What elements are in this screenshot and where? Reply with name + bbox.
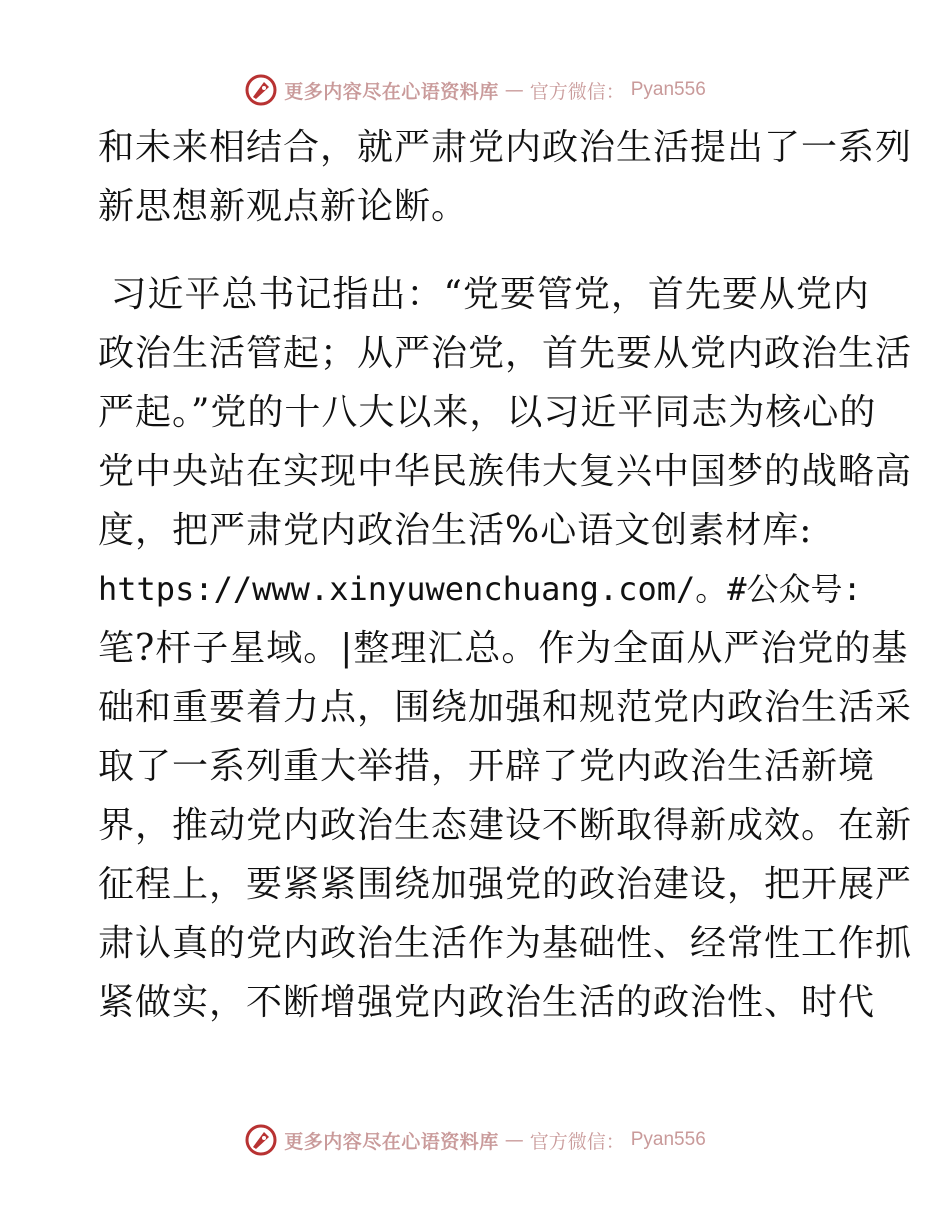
- pen-nib-logo-icon: [244, 73, 278, 107]
- text-line: 紧做实，不断增强党内政治生活的政治性、时代: [98, 982, 876, 1023]
- header-banner: [0, 70, 950, 110]
- text-line: 政治生活管起；从严治党，首先要从党内政治生活: [98, 333, 913, 374]
- footer-wechat-label: 官方微信：: [529, 1130, 625, 1153]
- footer-wechat-id: Pyan556: [630, 1129, 706, 1150]
- header-wechat-id: Pyan556: [630, 79, 706, 100]
- text-line: 和未来相结合，就严肃党内政治生活提出了一系列: [98, 127, 913, 168]
- footer-separator: —: [504, 1129, 524, 1151]
- paragraph-1: [98, 118, 913, 236]
- url-line: https://www.xinyuwenchuang.com/。#公众号:: [98, 570, 862, 608]
- text-line: 肃认真的党内政治生活作为基础性、经常性工作抓: [98, 923, 913, 964]
- text-line: 笔?杆子星域。|整理汇总。作为全面从严治党的基: [98, 628, 909, 669]
- text-line: 度，把严肃党内政治生活%心语文创素材库:: [98, 510, 813, 551]
- document-body: [98, 118, 913, 1032]
- text-line: 取了一系列重大举措，开辟了党内政治生活新境: [98, 746, 876, 787]
- text-line: 党中央站在实现中华民族伟大复兴中国梦的战略高: [98, 451, 913, 492]
- paragraph-2: [98, 265, 913, 1032]
- text-line: 新思想新观点新论断。: [98, 186, 469, 227]
- header-wechat-label: 官方微信：: [529, 80, 625, 103]
- header-separator: —: [504, 79, 524, 101]
- paragraph-gap: [98, 236, 858, 265]
- text-line: 严起。”党的十八大以来，以习近平同志为核心的: [98, 392, 877, 433]
- header-text: 更多内容尽在心语资料库: [284, 80, 499, 103]
- text-line: 征程上，要紧紧围绕加强党的政治建设，把开展严: [98, 864, 913, 905]
- footer-text: 更多内容尽在心语资料库: [284, 1130, 499, 1153]
- footer-banner: [0, 1120, 950, 1160]
- pen-nib-logo-icon: [244, 1123, 278, 1157]
- text-line: 界，推动党内政治生态建设不断取得新成效。在新: [98, 805, 913, 846]
- text-line: 础和重要着力点，围绕加强和规范党内政治生活采: [98, 687, 913, 728]
- text-line: 习近平总书记指出：“党要管党，首先要从党内: [98, 274, 870, 315]
